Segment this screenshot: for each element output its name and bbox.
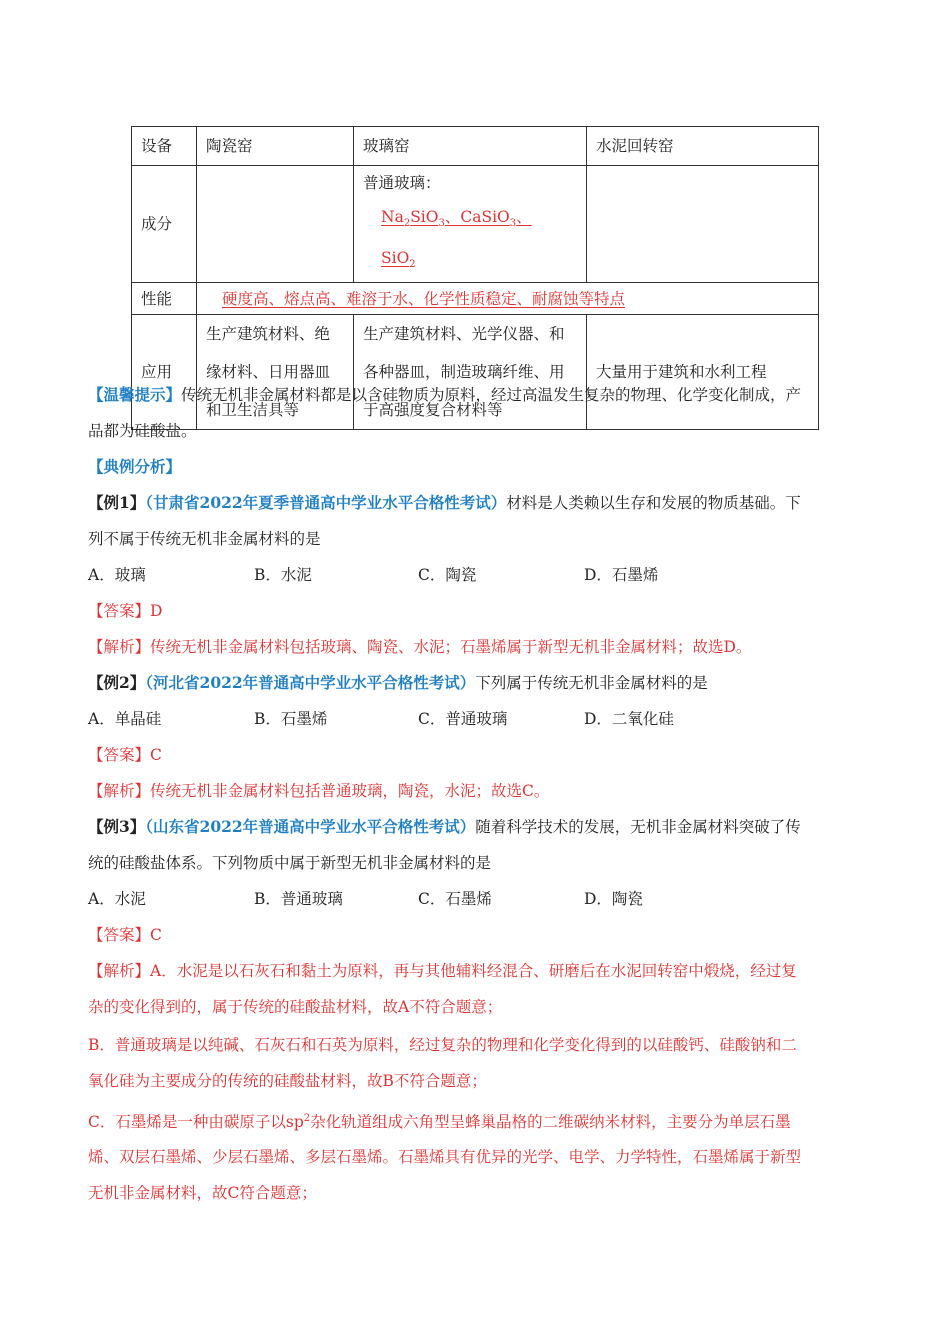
- glass-composition-formula: $Na_2SiO_3$、CaSiO$_3$、SiO$_2$: [381, 208, 532, 271]
- example-3-options: [88, 881, 862, 917]
- example-3-question-text: 随着科学技术的发展，无机非金属材料突破了传: [475, 818, 801, 836]
- cell-glass-application: 生产建筑材料、光学仪器、和各种器皿，制造玻璃纤维、用于高强度复合材料等: [354, 315, 587, 430]
- example-3-option-c: C．石墨烯: [418, 890, 492, 908]
- tip-text-1: 传统无机非金属材料都是以含硅物质为原料，经过高温发生复杂的物理、化学变化制成，产: [181, 386, 802, 404]
- example-2-answer: 【答案】C: [88, 746, 162, 764]
- example-1-option-a: A．玻璃: [88, 566, 146, 584]
- example-3-option-b: B．普通玻璃: [254, 890, 343, 908]
- example-1-question: [88, 485, 862, 521]
- example-2-option-b: B．石墨烯: [254, 710, 328, 728]
- cell-property-value: [197, 283, 819, 315]
- example-2-option-a: A．单晶硅: [88, 710, 162, 728]
- example-2-tag: 【例2】: [88, 673, 146, 692]
- cell-glass-composition: [354, 166, 587, 283]
- example-3-answer: 【答案】C: [88, 926, 162, 944]
- glass-composition-prefix: 普通玻璃：: [363, 174, 441, 192]
- example-1-question-line-2: 列不属于传统无机非金属材料的是: [88, 530, 321, 548]
- example-3-tag: 【例3】: [88, 817, 146, 836]
- example-3-question: [88, 809, 862, 845]
- example-1-option-b: B．水泥: [254, 566, 312, 584]
- example-3-option-a: A．水泥: [88, 890, 146, 908]
- table-row-composition: [132, 166, 819, 283]
- example-1-option-d: D．石墨烯: [584, 566, 659, 584]
- table-row-header: [132, 127, 819, 166]
- property-text: 硬度高、熔点高、难溶于水、化学性质稳定、耐腐蚀等特点: [222, 289, 626, 308]
- example-3-analysis-c-1: C．石墨烯是一种由碳原子以$sp^2$杂化轨道组成六角型呈蜂巢晶格的二维碳纳米材料，主要分为单层石墨: [88, 1113, 791, 1132]
- example-1-options: [88, 557, 862, 593]
- example-1-option-c: C．陶瓷: [418, 566, 477, 584]
- cell-property-label: 性能: [132, 283, 197, 315]
- example-2-question: [88, 665, 862, 701]
- example-2-source: （河北省2022年普通高中学业水平合格性考试）: [145, 673, 476, 692]
- cell-ceramic-application: 生产建筑材料、绝缘材料、日用器皿和卫生洁具等: [197, 315, 354, 430]
- cell-application-label: 应用: [132, 315, 197, 430]
- example-1-source: （甘肃省2022年夏季普通高中学业水平合格性考试）: [145, 493, 507, 512]
- cell-cement-application: 大量用于建筑和水利工程: [587, 315, 819, 430]
- example-3-analysis-c-2: 烯、双层石墨烯、少层石墨烯、多层石墨烯。石墨烯具有优异的光学、电学、力学特性，石墨烯属于新型: [88, 1148, 802, 1166]
- section-title: 【典例分析】: [88, 457, 182, 476]
- example-1-tag: 【例1】: [88, 493, 146, 512]
- tip-tag: 【温馨提示】: [88, 385, 182, 404]
- cell-composition-label: 成分: [132, 166, 197, 283]
- tip-line-2: 品都为硅酸盐。: [88, 422, 197, 440]
- example-2-question-text: 下列属于传统无机非金属材料的是: [475, 674, 708, 692]
- example-3-analysis-b-2: 氧化硅为主要成分的传统的硅酸盐材料，故B不符合题意；: [88, 1072, 487, 1090]
- example-1-question-text: 材料是人类赖以生存和发展的物质基础。下: [506, 494, 801, 512]
- tip-line-1: [88, 377, 862, 413]
- example-3-analysis-b-1: B．普通玻璃是以纯碱、石灰石和石英为原料，经过复杂的物理和化学变化得到的以硅酸钙、硅酸钠和二: [88, 1036, 797, 1054]
- example-3-analysis-a-2: 杂的变化得到的，属于传统的硅酸盐材料，故A不符合题意；: [88, 998, 503, 1016]
- cell-ceramic-kiln: 陶瓷窑: [197, 127, 354, 166]
- cell-cement-composition: [587, 166, 819, 283]
- cell-ceramic-composition: [197, 166, 354, 283]
- example-2-options: [88, 701, 862, 737]
- example-3-analysis-a-1: 【解析】A．水泥是以石灰石和黏土为原料，再与其他辅料经混合、研磨后在水泥回转窑中煅烧，经过复: [88, 962, 797, 980]
- example-3-question-line-2: 统的硅酸盐体系。下列物质中属于新型无机非金属材料的是: [88, 854, 492, 872]
- table-row-property: [132, 283, 819, 315]
- example-1-analysis: 【解析】传统无机非金属材料包括玻璃、陶瓷、水泥；石墨烯属于新型无机非金属材料；故选D。: [88, 638, 752, 656]
- example-2-option-c: C．普通玻璃: [418, 710, 508, 728]
- example-2-analysis: 【解析】传统无机非金属材料包括普通玻璃，陶瓷，水泥；故选C。: [88, 782, 550, 800]
- cell-glass-kiln: 玻璃窑: [354, 127, 587, 166]
- cell-equipment-label: 设备: [132, 127, 197, 166]
- example-3-source: （山东省2022年普通高中学业水平合格性考试）: [145, 817, 476, 836]
- cell-cement-kiln: 水泥回转窑: [587, 127, 819, 166]
- example-3-analysis-c-3: 无机非金属材料，故C符合题意；: [88, 1184, 317, 1202]
- example-1-answer: 【答案】D: [88, 602, 163, 620]
- example-2-option-d: D．二氧化硅: [584, 710, 674, 728]
- example-3-option-d: D．陶瓷: [584, 890, 643, 908]
